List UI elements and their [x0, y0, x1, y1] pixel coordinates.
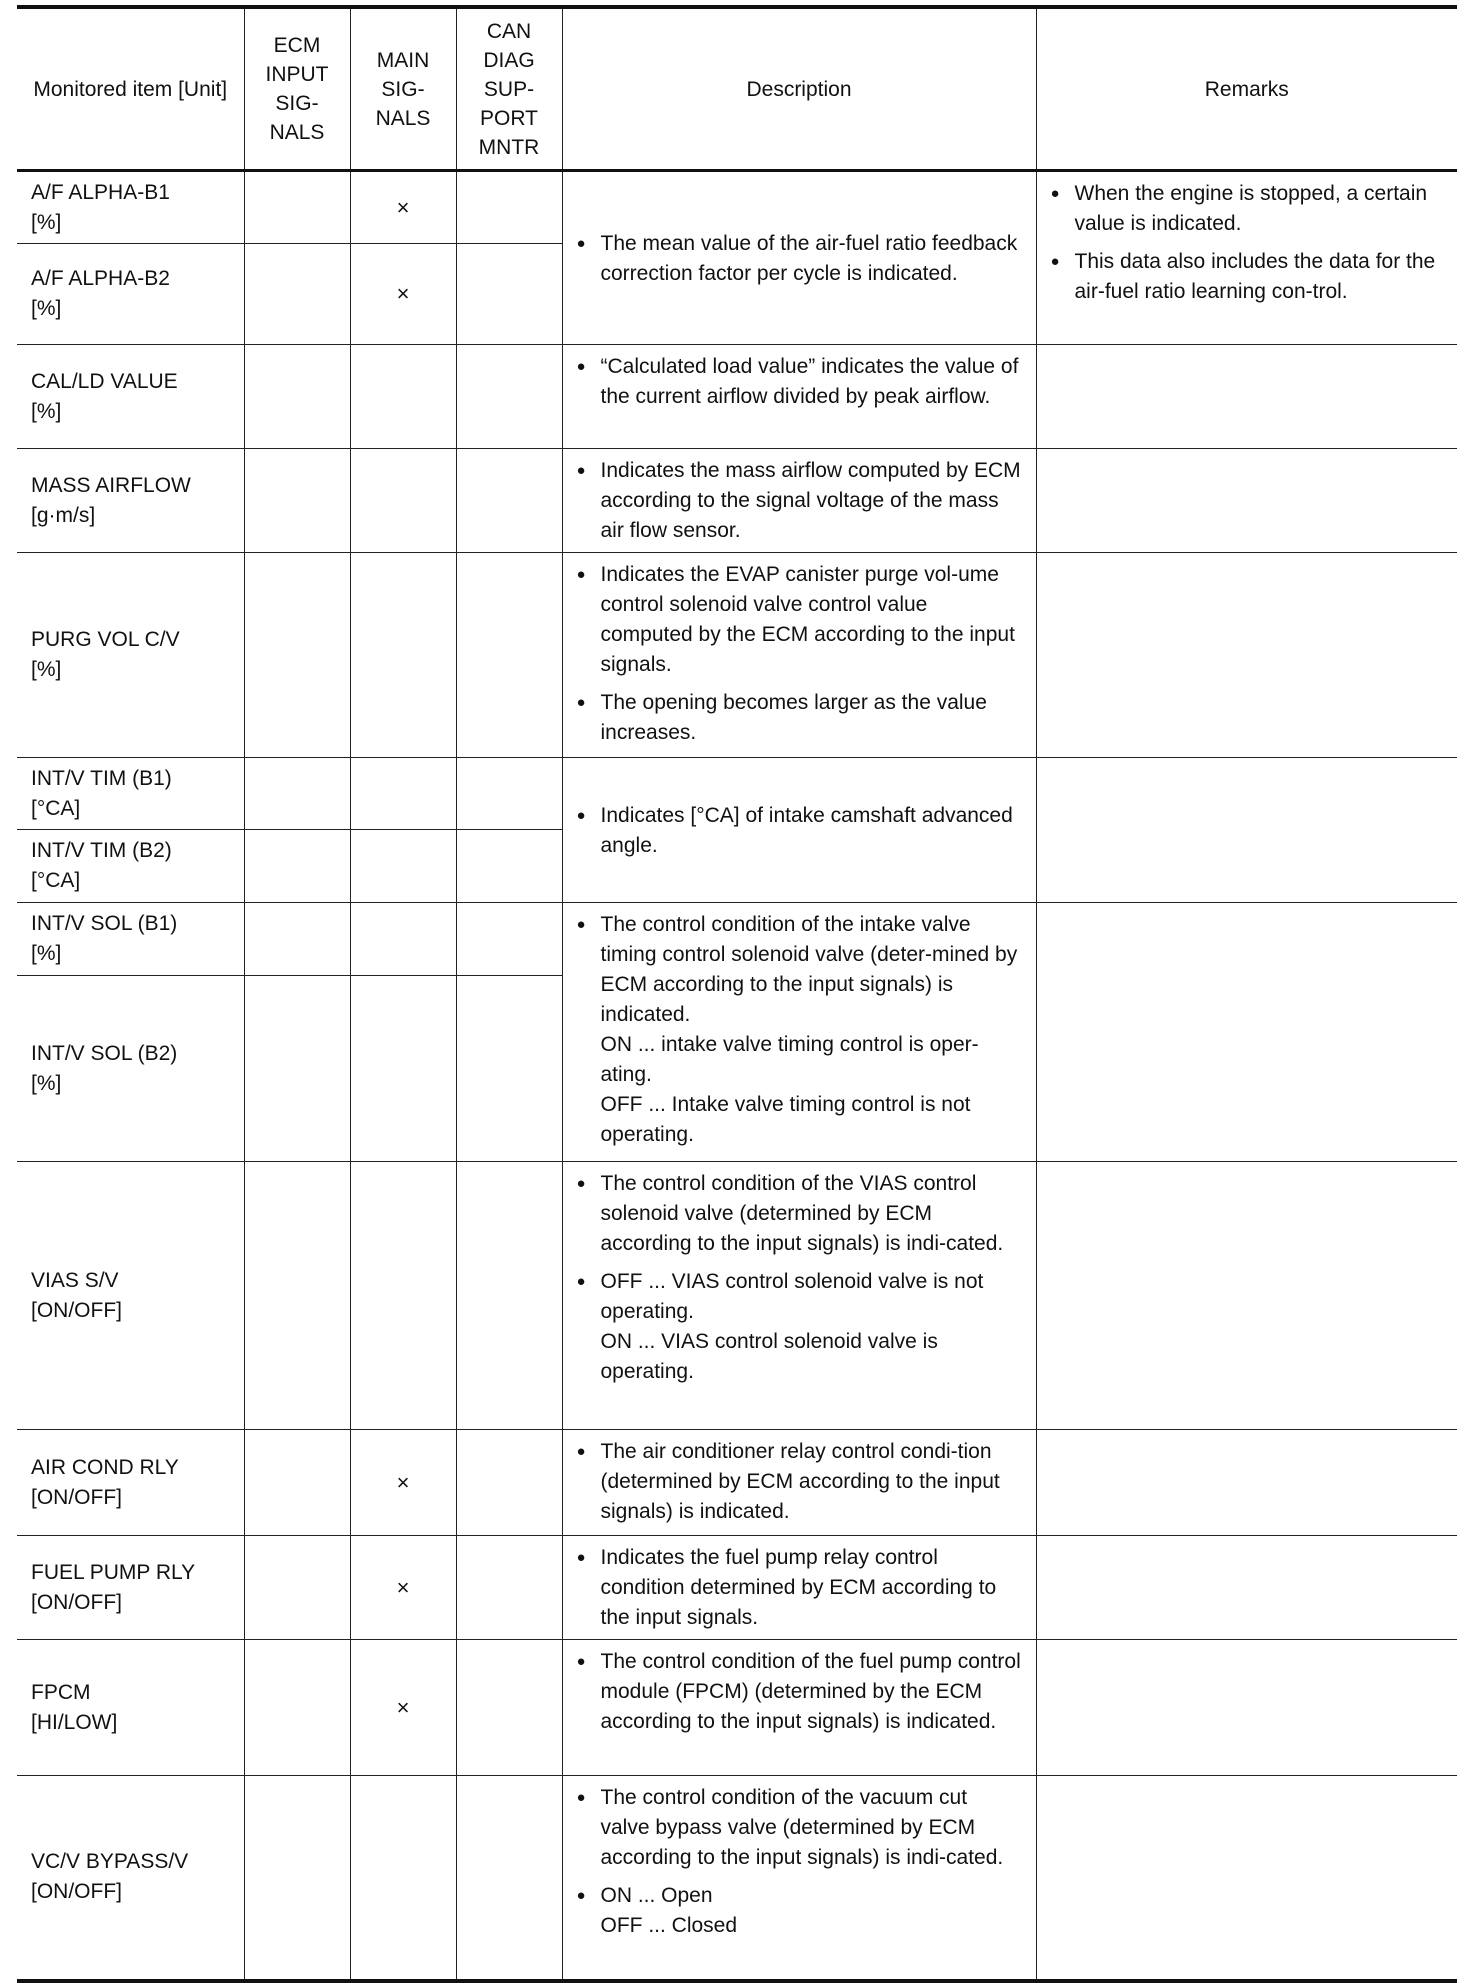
- description-cell: [562, 1162, 1036, 1430]
- main-signals-cell: [350, 1776, 456, 1981]
- description-bullet: ● Indicates the EVAP canister purge vol-ume control solenoid valve control value computed by the ECM according to the input signals.: [577, 560, 1022, 680]
- item-cell: FPCM [HI/LOW]: [17, 1640, 244, 1776]
- item-cell: AIR COND RLY [ON/OFF]: [17, 1430, 244, 1536]
- remarks-cell: [1036, 1430, 1457, 1536]
- ecm-cell: [244, 903, 350, 976]
- item-cell: A/F ALPHA-B2 [%]: [17, 244, 244, 345]
- remark-bullet: ● This data also includes the data for the air-fuel ratio learning con-trol.: [1051, 247, 1444, 307]
- description-bullet: ● “Calculated load value” indicates the value of the current airflow divided by peak airflow.: [577, 352, 1022, 412]
- table-row: [17, 1430, 1457, 1536]
- description-cell: [562, 345, 1036, 449]
- main-signals-mark: ×: [350, 244, 456, 345]
- main-signals-cell: [350, 1162, 456, 1430]
- ecm-cell: [244, 976, 350, 1162]
- item-cell: A/F ALPHA-B1 [%]: [17, 171, 244, 244]
- can-cell: [456, 1640, 562, 1776]
- table-row: [17, 1536, 1457, 1640]
- main-signals-mark: ×: [350, 171, 456, 244]
- table-row: [17, 553, 1457, 758]
- description-bullet: ● Indicates [°CA] of intake camshaft advanced angle.: [577, 801, 1022, 861]
- header-remarks: Remarks: [1036, 7, 1457, 171]
- header-monitored-item: Monitored item [Unit]: [17, 7, 244, 171]
- header-row: [17, 7, 1457, 171]
- remarks-cell: [1036, 1776, 1457, 1981]
- item-cell: CAL/LD VALUE [%]: [17, 345, 244, 449]
- ecm-cell: [244, 1162, 350, 1430]
- ecm-cell: [244, 171, 350, 244]
- ecm-cell: [244, 244, 350, 345]
- header-ecm-input-signals: ECM INPUT SIG-NALS: [244, 7, 350, 171]
- main-signals-cell: [350, 449, 456, 553]
- item-cell: VC/V BYPASS/V [ON/OFF]: [17, 1776, 244, 1981]
- ecm-cell: [244, 1776, 350, 1981]
- ecm-cell: [244, 758, 350, 830]
- table-row: [17, 1776, 1457, 1981]
- description-bullet: ● The control condition of the VIAS control solenoid valve (determined by ECM according to the input signals) is indi-cated.: [577, 1169, 1022, 1259]
- description-cell: [562, 1640, 1036, 1776]
- item-cell: VIAS S/V [ON/OFF]: [17, 1162, 244, 1430]
- item-cell: INT/V SOL (B1) [%]: [17, 903, 244, 976]
- item-cell: INT/V SOL (B2) [%]: [17, 976, 244, 1162]
- description-cell: [562, 758, 1036, 903]
- data-monitor-table-wrapper: [17, 5, 1457, 1983]
- description-bullet: ● The opening becomes larger as the value increases.: [577, 688, 1022, 748]
- description-bullet: ● The control condition of the vacuum cut valve bypass valve (determined by ECM according to the input signals) is indi-cated.: [577, 1783, 1022, 1873]
- can-cell: [456, 244, 562, 345]
- table-row: [17, 758, 1457, 830]
- can-cell: [456, 1536, 562, 1640]
- header-main-signals: MAIN SIG-NALS: [350, 7, 456, 171]
- description-cell: [562, 449, 1036, 553]
- can-cell: [456, 903, 562, 976]
- can-cell: [456, 1162, 562, 1430]
- remarks-cell: [1036, 553, 1457, 758]
- remarks-cell: [1036, 1536, 1457, 1640]
- data-monitor-table: [17, 5, 1457, 1983]
- header-description: Description: [562, 7, 1036, 171]
- description-cell: [562, 1776, 1036, 1981]
- table-row: [17, 903, 1457, 976]
- remarks-cell: [1036, 449, 1457, 553]
- table-row: [17, 449, 1457, 553]
- description-bullet: ● The control condition of the intake valve timing control solenoid valve (deter-mined by ECM according to the input signals) is indicated. ON ... intake valve timing control is oper-ating. OFF ... Intake valve timing control is not operating.: [577, 910, 1022, 1150]
- item-cell: INT/V TIM (B2) [°CA]: [17, 830, 244, 903]
- header-can-diag-support-mntr: CAN DIAG SUP-PORT MNTR: [456, 7, 562, 171]
- ecm-cell: [244, 345, 350, 449]
- main-signals-mark: ×: [350, 1640, 456, 1776]
- main-signals-cell: [350, 976, 456, 1162]
- remarks-cell: [1036, 171, 1457, 345]
- can-cell: [456, 1776, 562, 1981]
- table-row: [17, 171, 1457, 244]
- description-cell: [562, 1536, 1036, 1640]
- main-signals-cell: [350, 903, 456, 976]
- can-cell: [456, 171, 562, 244]
- main-signals-mark: ×: [350, 1430, 456, 1536]
- description-bullet: ● The control condition of the fuel pump control module (FPCM) (determined by the ECM according to the input signals) is indicated.: [577, 1647, 1022, 1737]
- description-bullet: ● OFF ... VIAS control solenoid valve is not operating. ON ... VIAS control solenoid valve is operating.: [577, 1267, 1022, 1387]
- description-bullet: ● The mean value of the air-fuel ratio feedback correction factor per cycle is indicated.: [577, 229, 1022, 289]
- remark-bullet: ● When the engine is stopped, a certain value is indicated.: [1051, 179, 1444, 239]
- can-cell: [456, 553, 562, 758]
- description-bullet: ● Indicates the mass airflow computed by ECM according to the signal voltage of the mass air flow sensor.: [577, 456, 1022, 546]
- table-row: [17, 1162, 1457, 1430]
- description-cell: [562, 1430, 1036, 1536]
- description-cell: [562, 903, 1036, 1162]
- can-cell: [456, 976, 562, 1162]
- can-cell: [456, 758, 562, 830]
- remarks-cell: [1036, 758, 1457, 903]
- main-signals-cell: [350, 345, 456, 449]
- item-cell: PURG VOL C/V [%]: [17, 553, 244, 758]
- description-cell: [562, 171, 1036, 345]
- main-signals-cell: [350, 553, 456, 758]
- can-cell: [456, 345, 562, 449]
- remarks-cell: [1036, 903, 1457, 1162]
- description-bullet: ● ON ... Open OFF ... Closed: [577, 1881, 1022, 1941]
- main-signals-cell: [350, 830, 456, 903]
- ecm-cell: [244, 449, 350, 553]
- description-bullet: ● The air conditioner relay control condi-tion (determined by ECM according to the input signals) is indicated.: [577, 1437, 1022, 1527]
- can-cell: [456, 830, 562, 903]
- table-row: [17, 345, 1457, 449]
- description-cell: [562, 553, 1036, 758]
- main-signals-cell: [350, 758, 456, 830]
- table-row: [17, 1640, 1457, 1776]
- description-bullet: ● Indicates the fuel pump relay control condition determined by ECM according to the input signals.: [577, 1543, 1022, 1633]
- remarks-cell: [1036, 1162, 1457, 1430]
- main-signals-mark: ×: [350, 1536, 456, 1640]
- remarks-cell: [1036, 345, 1457, 449]
- ecm-cell: [244, 553, 350, 758]
- can-cell: [456, 449, 562, 553]
- ecm-cell: [244, 1536, 350, 1640]
- remarks-cell: [1036, 1640, 1457, 1776]
- item-cell: FUEL PUMP RLY [ON/OFF]: [17, 1536, 244, 1640]
- item-cell: INT/V TIM (B1) [°CA]: [17, 758, 244, 830]
- item-cell: MASS AIRFLOW [g·m/s]: [17, 449, 244, 553]
- ecm-cell: [244, 1640, 350, 1776]
- can-cell: [456, 1430, 562, 1536]
- ecm-cell: [244, 830, 350, 903]
- ecm-cell: [244, 1430, 350, 1536]
